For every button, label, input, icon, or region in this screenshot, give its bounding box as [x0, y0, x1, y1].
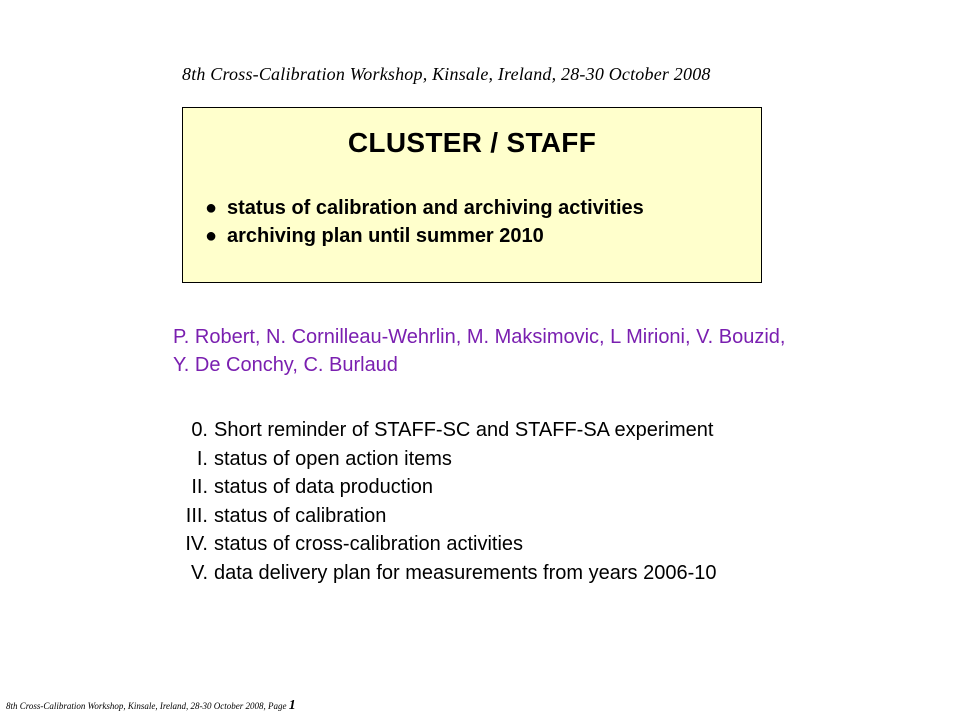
- outline-text: status of data production: [214, 476, 434, 498]
- title-bullet-list: [205, 194, 644, 250]
- outline-item: [164, 559, 716, 588]
- outline-list: [164, 416, 716, 587]
- outline-number: 0.: [191, 419, 208, 441]
- outline-item: [164, 502, 716, 531]
- outline-item: [164, 416, 716, 445]
- page-number: 1: [288, 698, 296, 713]
- bullet-item: [205, 222, 644, 250]
- footer-text: 8th Cross-Calibration Workshop, Kinsale, Ireland, 28-30 October 2008, Page: [6, 701, 289, 711]
- bullet-dot-icon: ●: [205, 225, 218, 247]
- outline-text: Short reminder of STAFF-SC and STAFF-SA experiment: [214, 419, 714, 441]
- outline-number: V.: [190, 561, 208, 584]
- outline-item: [164, 530, 716, 559]
- slide-title: CLUSTER / STAFF: [347, 127, 597, 158]
- outline-item: [164, 445, 716, 474]
- bullet-text: archiving plan until summer 2010: [227, 225, 544, 247]
- slide-footer: [6, 698, 296, 714]
- outline-number: III.: [185, 504, 208, 527]
- outline-number: II.: [191, 476, 208, 498]
- authors: [173, 323, 933, 379]
- outline-number: I.: [196, 447, 208, 470]
- outline-item: [164, 473, 716, 502]
- outline-text: data delivery plan for measurements from years 2006-10: [214, 561, 717, 584]
- title-box: [182, 107, 762, 283]
- authors-line: Y. De Conchy, C. Burlaud: [173, 354, 398, 376]
- slide-header: 8th Cross-Calibration Workshop, Kinsale, Ireland, 28-30 October 2008: [182, 64, 711, 84]
- authors-line: P. Robert, N. Cornilleau-Wehrlin, M. Maksimovic, L Mirioni, V. Bouzid,: [173, 326, 786, 348]
- bullet-dot-icon: ●: [205, 197, 218, 219]
- outline-text: status of open action items: [214, 447, 452, 470]
- bullet-item: [205, 194, 644, 222]
- outline-text: status of cross-calibration activities: [214, 533, 524, 555]
- bullet-text: status of calibration and archiving activities: [227, 197, 644, 219]
- outline-number: IV.: [185, 533, 208, 555]
- outline-text: status of calibration: [214, 504, 387, 527]
